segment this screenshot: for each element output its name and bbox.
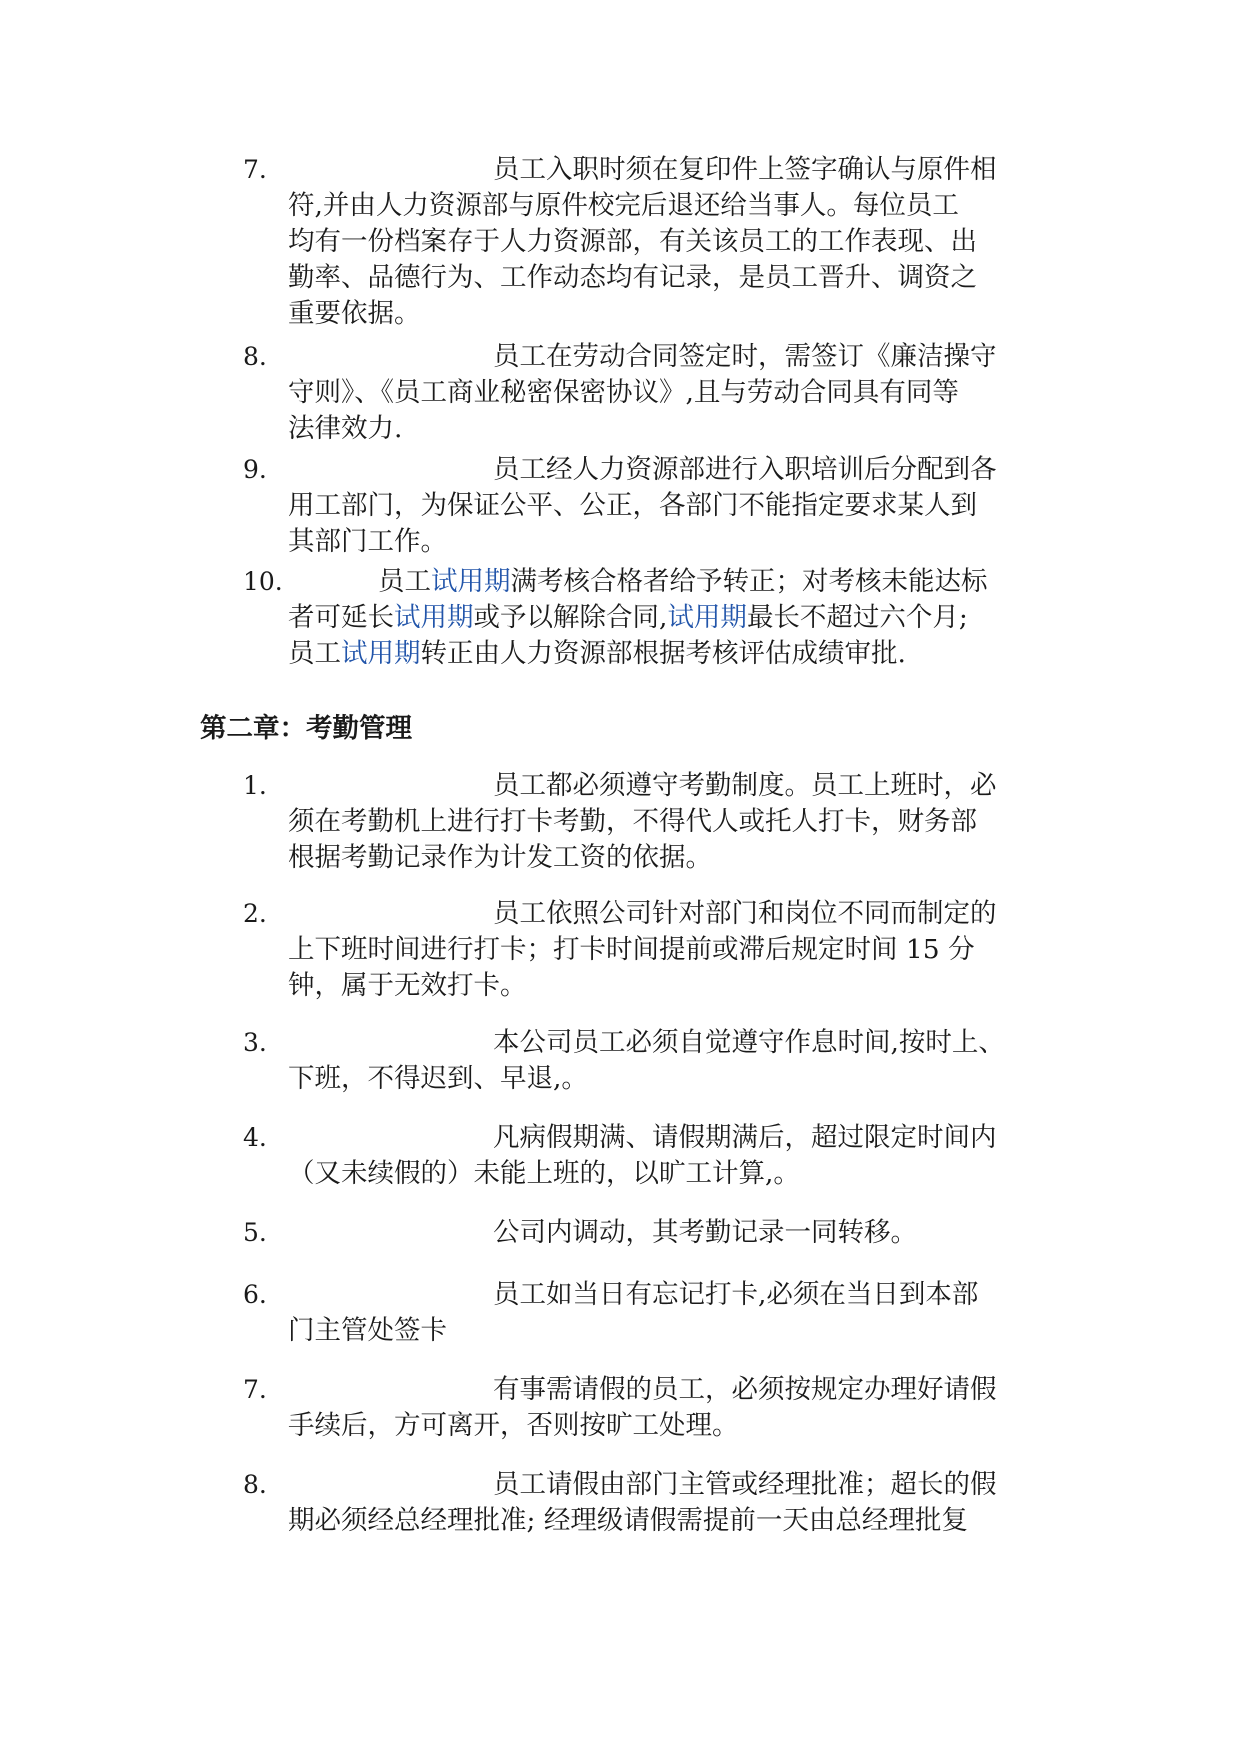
item-number: 3. bbox=[243, 1028, 267, 1057]
text-line: 门主管处签卡 bbox=[288, 1315, 447, 1346]
text-run: 员工 bbox=[288, 638, 341, 669]
text-run: 转正由人力资源部根据考核评估成绩审批. bbox=[420, 638, 906, 669]
item-text bbox=[288, 1277, 1038, 1349]
trial-period-link[interactable]: 试用期 bbox=[667, 602, 747, 633]
text-line: 守则》、《员工商业秘密保密协议》,且与劳动合同具有同等 bbox=[288, 377, 959, 408]
item-number: 6. bbox=[243, 1280, 267, 1309]
text-line: 上下班时间进行打卡；打卡时间提前或滞后规定时间 15 分 bbox=[288, 934, 975, 965]
text-line: 手续后，方可离开，否则按旷工处理。 bbox=[288, 1410, 739, 1441]
text-line: 员工依照公司针对部门和岗位不同而制定的 bbox=[493, 898, 997, 929]
text-line: 其部门工作。 bbox=[288, 526, 447, 557]
text-run: 员工 bbox=[378, 566, 431, 597]
text-line: 员工如当日有忘记打卡,必须在当日到本部 bbox=[493, 1279, 979, 1310]
item-number: 10. bbox=[243, 567, 283, 596]
item-text bbox=[288, 1120, 1038, 1192]
text-line: 员工请假由部门主管或经理批准；超长的假 bbox=[493, 1469, 997, 1500]
text-line bbox=[288, 564, 1038, 600]
text-line: 期必须经总经理批准; 经理级请假需提前一天由总经理批复 bbox=[288, 1505, 968, 1536]
item-text bbox=[288, 896, 1038, 1004]
text-run: 或予以解除合同, bbox=[473, 602, 668, 633]
text-line: 法律效力. bbox=[288, 413, 403, 444]
text-line: 有事需请假的员工，必须按规定办理好请假 bbox=[493, 1374, 997, 1405]
text-line: 员工都必须遵守考勤制度。员工上班时，必 bbox=[493, 770, 997, 801]
text-line: 本公司员工必须自觉遵守作息时间,按时上、 bbox=[493, 1027, 1005, 1058]
text-run: 者可延长 bbox=[288, 602, 394, 633]
text-line: 勤率、品德行为、工作动态均有记录，是员工晋升、调资之 bbox=[288, 262, 977, 293]
text-line: 符,并由人力资源部与原件校完后退还给当事人。每位员工 bbox=[288, 190, 959, 221]
item-text bbox=[288, 1215, 1038, 1251]
trial-period-link[interactable]: 试用期 bbox=[394, 602, 474, 633]
text-line: 钟，属于无效打卡。 bbox=[288, 970, 527, 1001]
text-line: 凡病假期满、请假期满后，超过限定时间内 bbox=[493, 1122, 997, 1153]
text-line bbox=[288, 636, 1038, 672]
item-text bbox=[288, 1025, 1038, 1097]
item-number: 4. bbox=[243, 1123, 267, 1152]
item-text bbox=[288, 1467, 1038, 1539]
item-text bbox=[288, 452, 1038, 560]
item-number: 5. bbox=[243, 1218, 267, 1247]
text-line: 员工经人力资源部进行入职培训后分配到各 bbox=[493, 454, 997, 485]
text-line: 公司内调动，其考勤记录一同转移。 bbox=[493, 1217, 917, 1248]
text-line: 均有一份档案存于人力资源部，有关该员工的工作表现、出 bbox=[288, 226, 977, 257]
text-line: 员工在劳动合同签定时，需签订《廉洁操守 bbox=[493, 341, 997, 372]
text-line: （又未续假的）未能上班的，以旷工计算,。 bbox=[288, 1158, 800, 1189]
item-text bbox=[288, 152, 1038, 332]
item-number: 1. bbox=[243, 771, 267, 800]
item-text bbox=[288, 1372, 1038, 1444]
text-line: 用工部门，为保证公平、公正，各部门不能指定要求某人到 bbox=[288, 490, 977, 521]
trial-period-link[interactable]: 试用期 bbox=[341, 638, 421, 669]
chapter-title: 第二章：考勤管理 bbox=[200, 713, 412, 744]
text-line: 根据考勤记录作为计发工资的依据。 bbox=[288, 842, 712, 873]
text-line bbox=[288, 600, 1038, 636]
text-line: 须在考勤机上进行打卡考勤，不得代人或托人打卡，财务部 bbox=[288, 806, 977, 837]
item-number: 8. bbox=[243, 342, 267, 371]
text-line: 员工入职时须在复印件上签字确认与原件相 bbox=[493, 154, 997, 185]
item-number: 9. bbox=[243, 455, 267, 484]
item-text bbox=[288, 564, 1038, 672]
item-number: 7. bbox=[243, 155, 267, 184]
trial-period-link[interactable]: 试用期 bbox=[431, 566, 511, 597]
item-number: 7. bbox=[243, 1375, 267, 1404]
text-line: 重要依据。 bbox=[288, 298, 421, 329]
text-run: 最长不超过六个月; bbox=[746, 602, 968, 633]
item-number: 2. bbox=[243, 899, 267, 928]
text-line: 下班，不得迟到、早退,。 bbox=[288, 1063, 588, 1094]
item-number: 8. bbox=[243, 1470, 267, 1499]
text-run: 满考核合格者给予转正；对考核未能达标 bbox=[510, 566, 988, 597]
item-text bbox=[288, 768, 1038, 876]
item-text bbox=[288, 339, 1038, 447]
